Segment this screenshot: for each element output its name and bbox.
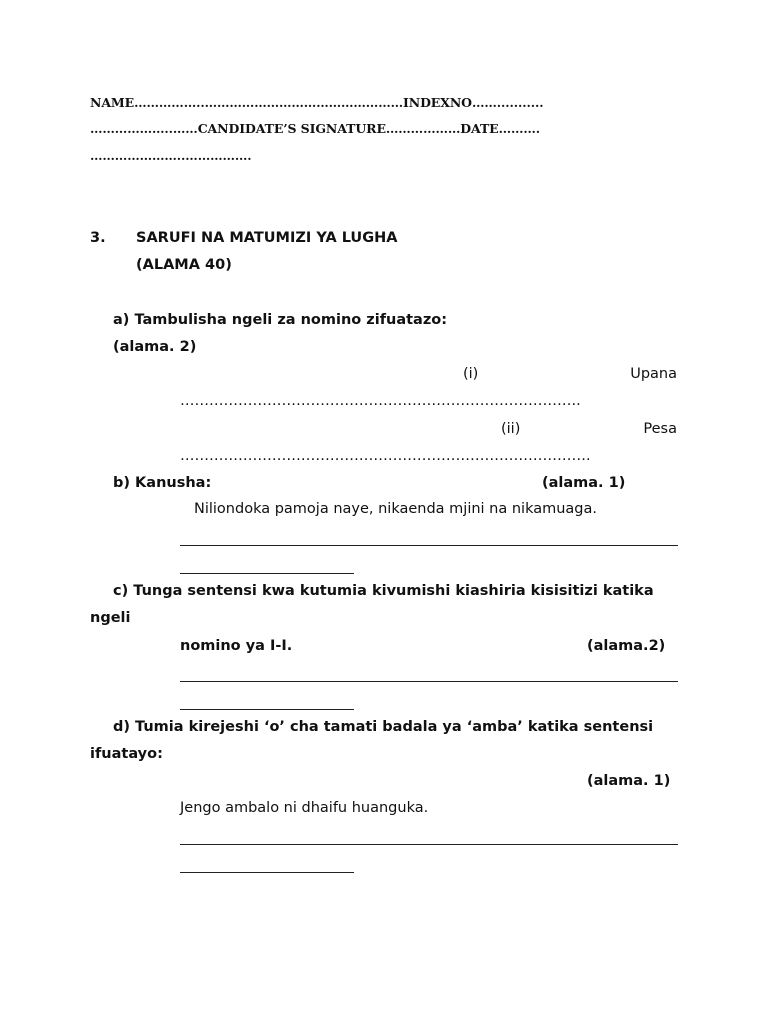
question-c-prompt-end: nomino ya I-I. bbox=[180, 638, 293, 654]
item-i-answer-dots: ……………………………………………………………………….. bbox=[180, 393, 581, 409]
question-a-marks: (alama. 2) bbox=[113, 339, 197, 355]
answer-line-d-2 bbox=[180, 872, 354, 873]
item-i-word: Upana bbox=[630, 366, 677, 382]
section-number: 3. bbox=[90, 230, 106, 246]
question-d-sentence: Jengo ambalo ni dhaifu huanguka. bbox=[180, 800, 429, 816]
answer-line-d-1 bbox=[180, 844, 678, 845]
question-b-sentence: Niliondoka pamoja naye, nikaenda mjini na nikamuaga. bbox=[194, 501, 598, 517]
question-d-prompt: d) Tumia kirejeshi ‘o’ cha tamati badala ya ‘amba’ katika sentensi bbox=[113, 719, 654, 735]
section-marks: (ALAMA 40) bbox=[136, 257, 232, 273]
item-ii-word: Pesa bbox=[643, 421, 677, 437]
question-c-prompt: c) Tunga sentensi kwa kutumia kivumishi kiashiria kisisitizi katika bbox=[113, 583, 654, 599]
question-d-prompt-cont: ifuatayo: bbox=[90, 746, 163, 762]
answer-line-c-2 bbox=[180, 709, 354, 710]
question-b-prompt: b) Kanusha: bbox=[113, 475, 212, 491]
item-i-number: (i) bbox=[463, 366, 479, 382]
question-d-marks: (alama. 1) bbox=[587, 773, 671, 789]
question-c-prompt-cont: ngeli bbox=[90, 610, 131, 626]
answer-line-b-1 bbox=[180, 545, 678, 546]
signature-date-line: ………………..……CANDIDATE’S SIGNATURE………………DATE………. bbox=[90, 121, 541, 136]
question-a-prompt: a) Tambulisha ngeli za nomino zifuatazo: bbox=[113, 312, 448, 328]
item-ii-number: (ii) bbox=[501, 421, 521, 437]
item-ii-answer-dots: …………………………………………………………………………. bbox=[180, 448, 591, 464]
header-dots-line: …………………..……………. bbox=[90, 148, 252, 163]
section-title: SARUFI NA MATUMIZI YA LUGHA bbox=[136, 230, 398, 246]
answer-line-b-2 bbox=[180, 573, 354, 574]
answer-line-c-1 bbox=[180, 681, 678, 682]
question-c-marks: (alama.2) bbox=[587, 638, 666, 654]
question-b-marks: (alama. 1) bbox=[542, 475, 626, 491]
name-index-line: NAME……………..…………………………………………INDEXNO……........... bbox=[90, 95, 544, 110]
